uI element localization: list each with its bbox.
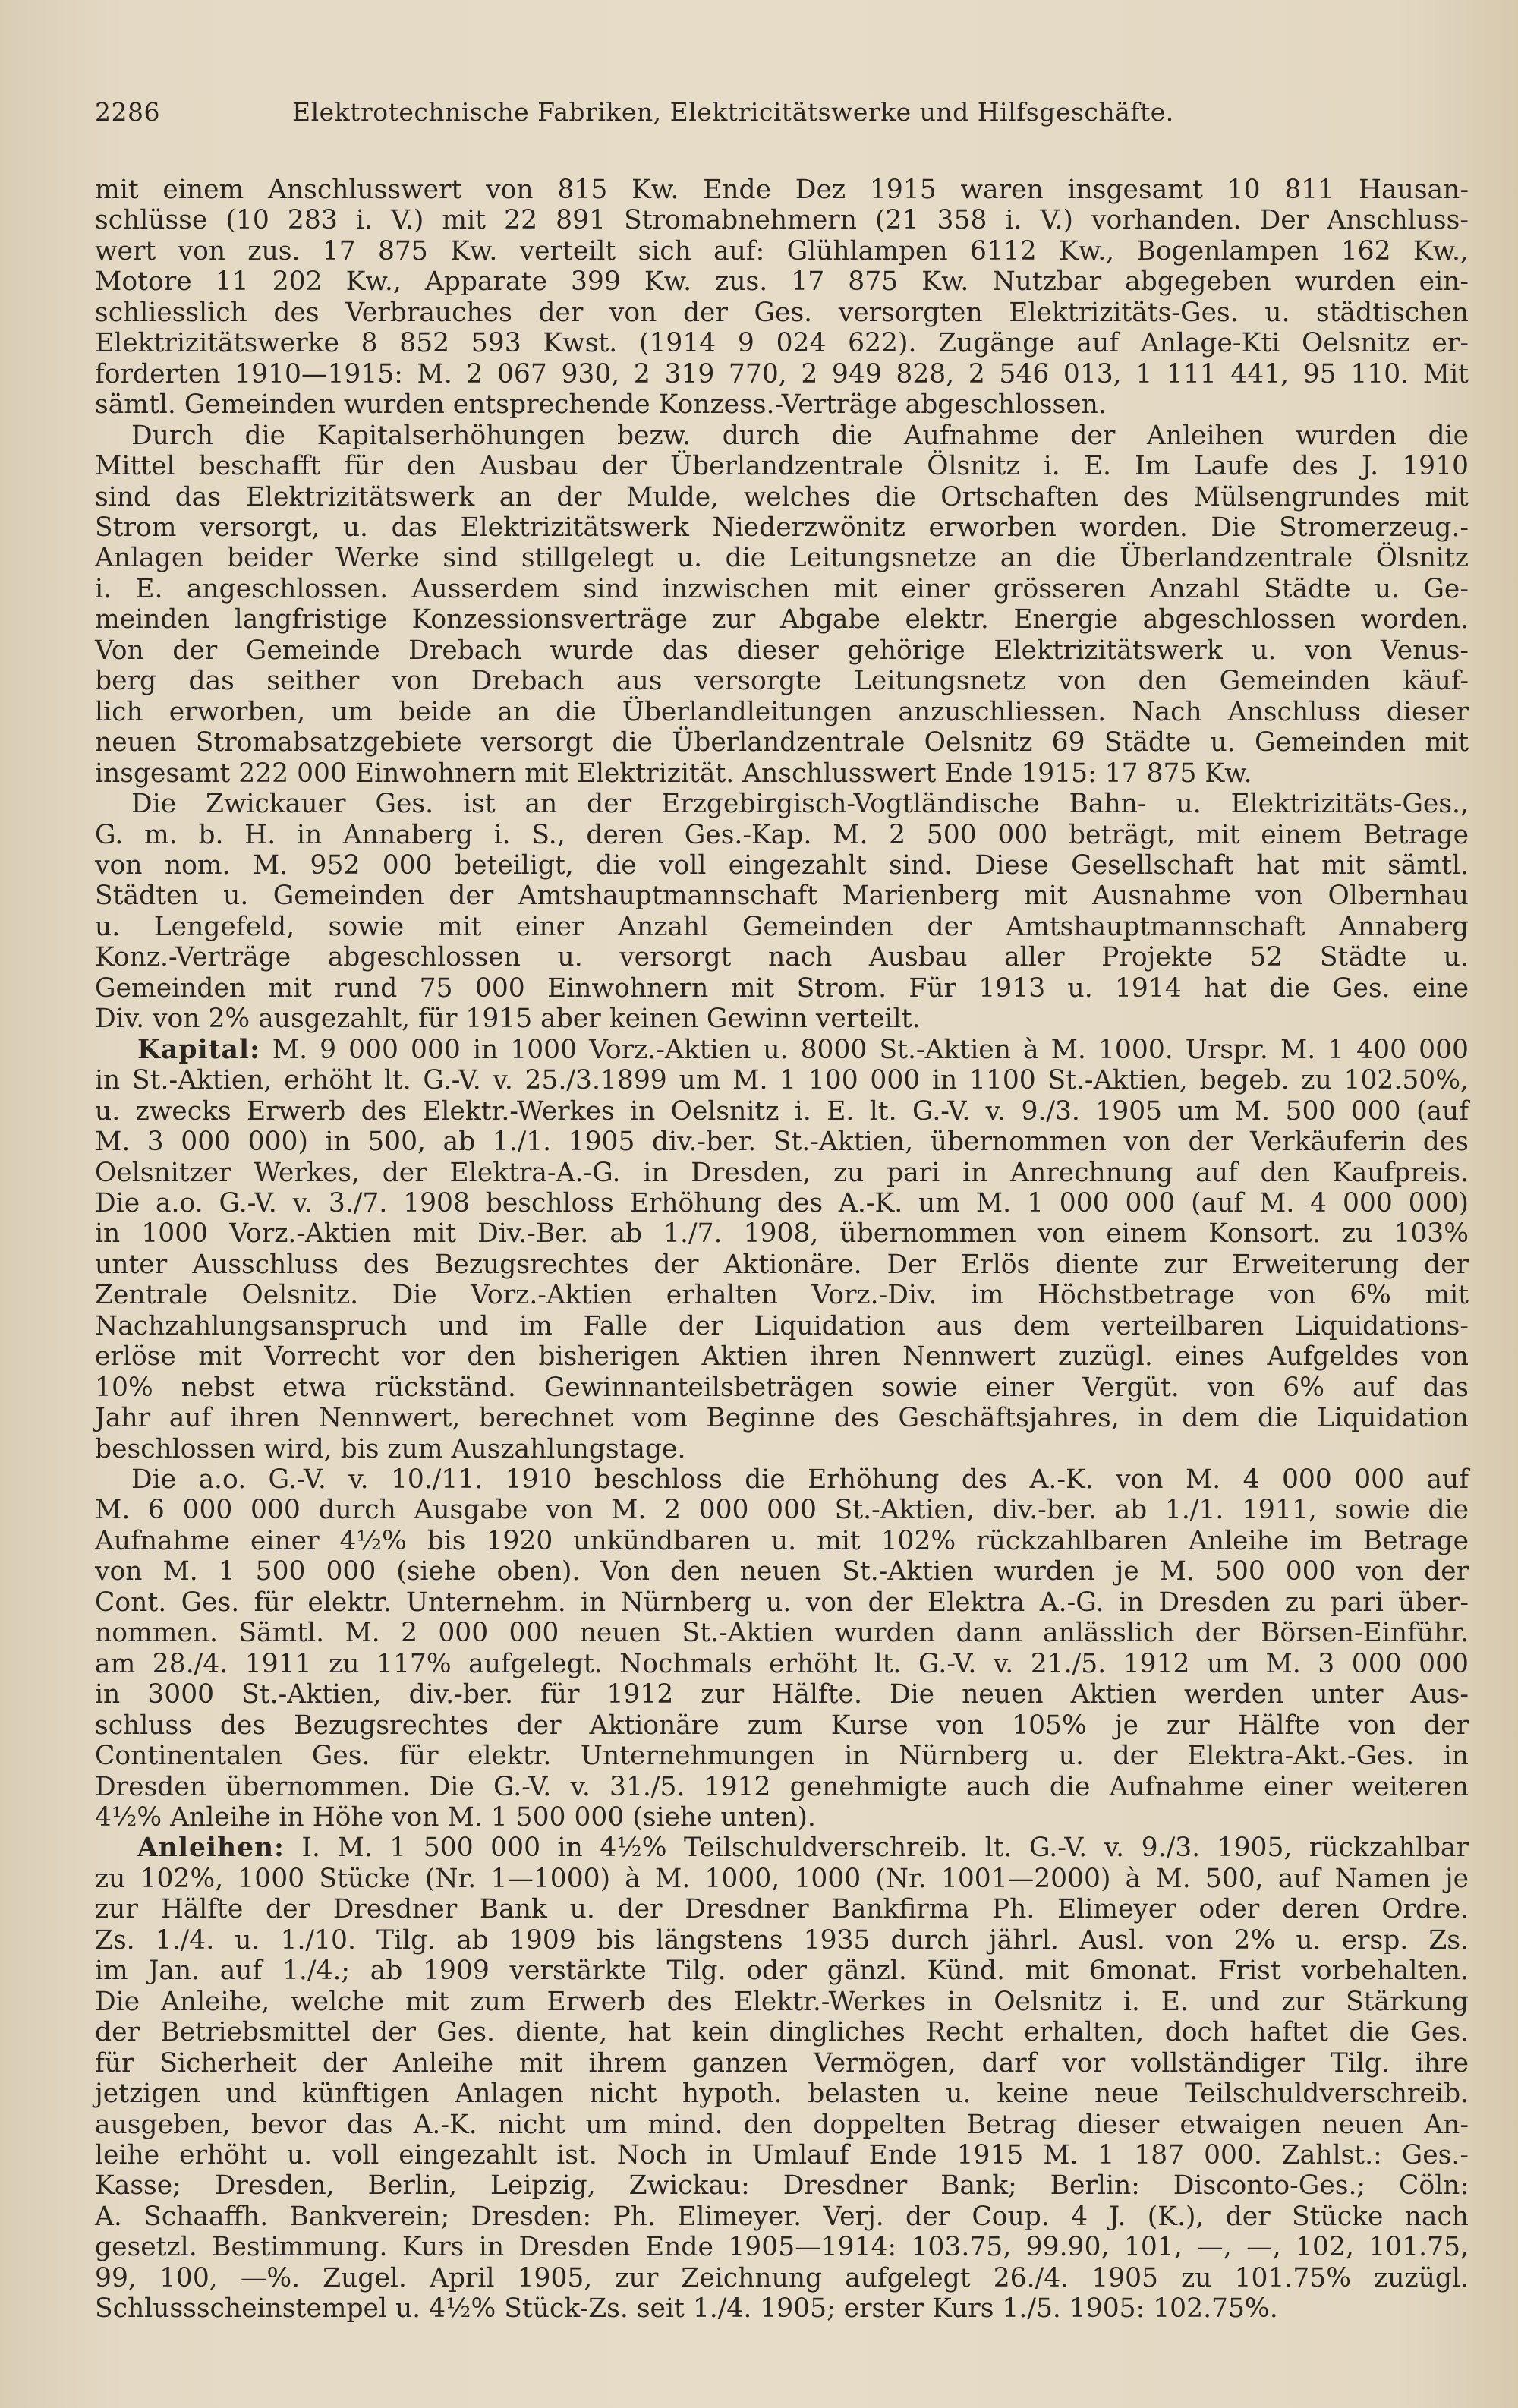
text-line: [95, 2293, 1469, 2324]
line-text: Motore 11 202 Kw., Apparate 399 Kw. zus. 17 875 Kw. Nutzbar abgegeben wurden ein-: [95, 266, 1469, 298]
line-text: Oelsnitzer Werkes, der Elektra-A.-G. in Dresden, zu pari in Anrechnung auf den Kaufpreis.: [95, 1157, 1469, 1188]
line-text: Die Anleihe, welche mit zum Erwerb des Elektr.-Werkes in Oelsnitz i. E. und zur Stärkung: [95, 1986, 1469, 2017]
text-line: [95, 2048, 1469, 2079]
line-text: Die a.o. G.-V. v. 10./11. 1910 beschloss die Erhöhung des A.-K. von M. 4 000 000 auf: [131, 1464, 1469, 1496]
text-line: [95, 2232, 1469, 2262]
line-text: unter Ausschluss des Bezugsrechtes der Aktionäre. Der Erlös diente zur Erweiterung der: [95, 1249, 1469, 1280]
line-text: Konz.-Verträge abgeschlossen u. versorgt nach Ausbau aller Projekte 52 Städte u.: [95, 942, 1469, 973]
line-text: Durch die Kapitalserhöhungen bezw. durch die Aufnahme der Anleihen wurden die: [131, 420, 1469, 451]
text-line: [95, 1864, 1469, 1894]
text-line: [95, 451, 1469, 481]
line-text: schliesslich des Verbrauches der von der Ges. versorgten Elektrizitäts-Ges. u. städtischen: [95, 297, 1469, 328]
line-text: Zentrale Oelsnitz. Die Vorz.-Aktien erhalten Vorz.-Div. im Höchstbetrage von 6% mit: [95, 1280, 1469, 1311]
text-line: [95, 1649, 1469, 1679]
line-text: Zs. 1./4. u. 1./10. Tilg. ab 1909 bis längstens 1935 durch jährl. Ausl. von 2% u. ersp. Zs.: [95, 1924, 1469, 1956]
text-line: [95, 1925, 1469, 1956]
line-text: Strom versorgt, u. das Elektrizitätswerk Niederzwönitz erworben worden. Die Stromerzeug.-: [95, 512, 1469, 543]
text-line: [95, 820, 1469, 850]
line-text: Schlussscheinstempel u. 4½% Stück-Zs. seit 1./4. 1905; erster Kurs 1./5. 1905: 102.75%.: [95, 2293, 1278, 2324]
line-text: u. Lengefeld, sowie mit einer Anzahl Gemeinden der Amtshauptmannschaft Annaberg: [95, 911, 1469, 942]
text-line: [95, 789, 1469, 819]
text-line: [95, 266, 1469, 297]
text-line: [95, 1434, 1469, 1464]
text-line: [95, 1772, 1469, 1802]
body-text: [95, 175, 1469, 2324]
line-text: Anlagen beider Werke sind stillgelegt u. die Leitungsnetze an die Überlandzentrale Ölsnitz: [95, 543, 1469, 574]
text-line: [95, 421, 1469, 451]
line-text: nommen. Sämtl. M. 2 000 000 neuen St.-Aktien wurden dann anlässlich der Börsen-Einführ.: [95, 1618, 1469, 1649]
line-text: berg das seither von Drebach aus versorgte Leitungsnetz von den Gemeinden käuf-: [95, 666, 1469, 697]
text-line: [95, 1004, 1469, 1034]
line-text: sämtl. Gemeinden wurden entsprechende Konzess.-Verträge abgeschlossen.: [95, 389, 1107, 421]
line-text: Die a.o. G.-V. v. 3./7. 1908 beschloss Erhöhung des A.-K. um M. 1 000 000 (auf M. 4 000 000): [95, 1187, 1469, 1218]
text-line: [95, 236, 1469, 266]
line-text: Cont. Ges. für elektr. Unternehm. in Nürnberg u. von der Elektra A.-G. in Dresden zu pari über-: [95, 1587, 1469, 1618]
text-line: [95, 1587, 1469, 1618]
text-line: [95, 298, 1469, 328]
text-line: [95, 1956, 1469, 1986]
line-text: jetzigen und künftigen Anlagen nicht hypoth. belasten u. keine neue Teilschuldverschreib.: [95, 2079, 1469, 2110]
line-text: Div. von 2% ausgezahlt, für 1915 aber keinen Gewinn verteilt.: [95, 1004, 921, 1035]
line-text: erlöse mit Vorrecht vor den bisherigen Aktien ihren Nennwert zuzügl. eines Aufgeldes von: [95, 1341, 1469, 1373]
paragraph: [95, 1035, 1469, 1464]
text-line: [95, 1833, 1469, 1863]
line-text: beschlossen wird, bis zum Auszahlungstage.: [95, 1433, 686, 1464]
line-text: forderten 1910—1915: M. 2 067 930, 2 319 770, 2 949 828, 2 546 013, 1 111 441, 95 110. Mit: [95, 358, 1469, 389]
line-text: Kasse; Dresden, Berlin, Leipzig, Zwickau: Dresdner Bank; Berlin: Disconto-Ges.; Cöln:: [95, 2170, 1469, 2202]
paragraph: [95, 175, 1469, 421]
line-text: leihe erhöht u. voll eingezahlt ist. Noch in Umlauf Ende 1915 M. 1 187 000. Zahlst.: Ges.-: [95, 2140, 1469, 2170]
text-line: [95, 1311, 1469, 1341]
text-line: [95, 697, 1469, 727]
text-line: [95, 328, 1469, 358]
text-line: [95, 666, 1469, 696]
text-line: [95, 727, 1469, 758]
line-text: in 3000 St.-Aktien, div.-ber. für 1912 zur Hälfte. Die neuen Aktien werden unter Aus-: [95, 1679, 1469, 1710]
text-line: [95, 1741, 1469, 1771]
line-text: Aufnahme einer 4½% bis 1920 unkündbaren u. mit 102% rückzahlbaren Anleihe im Betrage: [95, 1525, 1469, 1556]
line-text: M. 6 000 000 durch Ausgabe von M. 2 000 000 St.-Aktien, div.-ber. ab 1./1. 1911, sowie die: [95, 1495, 1469, 1526]
line-text: 4½% Anleihe in Höhe von M. 1 500 000 (siehe unten).: [95, 1802, 816, 1833]
text-line: [95, 1618, 1469, 1648]
text-line: [95, 1373, 1469, 1403]
text-line: [95, 881, 1469, 911]
line-text: zur Hälfte der Dresdner Bank u. der Dresdner Bankfirma Ph. Elimeyer oder deren Ordre.: [95, 1894, 1469, 1925]
text-line: [95, 2170, 1469, 2201]
section-heading: Kapital:: [137, 1034, 260, 1065]
paragraph: [95, 1833, 1469, 2324]
text-line: [95, 912, 1469, 942]
line-text: schluss des Bezugsrechtes der Aktionäre zum Kurse von 105% je zur Hälfte von der: [95, 1710, 1469, 1741]
text-line: [95, 758, 1469, 789]
line-text: der Betriebsmittel der Ges. diente, hat kein dingliches Recht erhalten, doch haftet die Ges.: [95, 2017, 1469, 2048]
line-text: im Jan. auf 1./4.; ab 1909 verstärkte Tilg. oder gänzl. Künd. mit 6monat. Frist vorbehalten.: [95, 1956, 1469, 1987]
line-text: ausgeben, bevor das A.-K. nicht um mind. den doppelten Betrag dieser etwaigen neuen An-: [95, 2109, 1469, 2140]
page-header: [95, 97, 1453, 135]
text-line: [95, 1035, 1469, 1065]
line-text: M. 3 000 000) in 500, ab 1./1. 1905 div.-ber. St.-Aktien, übernommen von der Verkäuferin des: [95, 1127, 1469, 1158]
text-line: [95, 1464, 1469, 1495]
line-text: gesetzl. Bestimmung. Kurs in Dresden Ende 1905—1914: 103.75, 99.90, 101, —, —, 102, 101.75,: [95, 2232, 1469, 2263]
text-line: [95, 2202, 1469, 2232]
line-text: M. 9 000 000 in 1000 Vorz.-Aktien u. 8000 St.-Aktien à M. 1000. Urspr. M. 1 400 000: [272, 1034, 1469, 1065]
line-text: Nachzahlungsanspruch und im Falle der Liquidation aus dem verteilbaren Liquidations-: [95, 1310, 1469, 1341]
text-line: [95, 482, 1469, 512]
text-line: [95, 1403, 1469, 1433]
text-line: [95, 1218, 1469, 1249]
text-line: [95, 1526, 1469, 1556]
line-text: A. Schaaffh. Bankverein; Dresden: Ph. Elimeyer. Verj. der Coup. 4 J. (K.), der Stücke nach: [95, 2201, 1469, 2232]
text-line: [95, 850, 1469, 881]
text-line: [95, 2110, 1469, 2140]
line-text: lich erworben, um beide an die Überlandleitungen anzuschliessen. Nach Anschluss dieser: [95, 696, 1469, 727]
line-text: Die Zwickauer Ges. ist an der Erzgebirgisch-Vogtländische Bahn- u. Elektrizitäts-Ges.,: [131, 789, 1469, 820]
text-line: [95, 604, 1469, 635]
text-line: [95, 1802, 1469, 1833]
section-heading: Anleihen:: [137, 1833, 285, 1864]
line-text: mit einem Anschlusswert von 815 Kw. Ende Dez 1915 waren insgesamt 10 811 Hausan-: [95, 175, 1469, 205]
text-line: [95, 1280, 1469, 1310]
text-line: [95, 512, 1469, 543]
line-text: schlüsse (10 283 i. V.) mit 22 891 Stromabnehmern (21 358 i. V.) vorhanden. Der Anschluss-: [95, 205, 1469, 236]
text-line: [95, 175, 1469, 205]
line-text: meinden langfristige Konzessionsverträge zur Abgabe elektr. Energie abgeschlossen worden.: [95, 604, 1469, 635]
text-line: [95, 1188, 1469, 1218]
text-line: [95, 1495, 1469, 1525]
line-text: zu 102%, 1000 Stücke (Nr. 1—1000) à M. 1000, 1000 (Nr. 1001—2000) à M. 500, auf Namen je: [95, 1863, 1469, 1894]
text-line: [95, 1679, 1469, 1710]
text-line: [95, 1894, 1469, 1924]
paragraph: [95, 421, 1469, 789]
text-line: [95, 1250, 1469, 1280]
text-line: [95, 1341, 1469, 1372]
text-line: [95, 1127, 1469, 1157]
line-text: i. E. angeschlossen. Ausserdem sind inzwischen mit einer grösseren Anzahl Städte u. Ge-: [95, 573, 1469, 604]
paragraph: [95, 789, 1469, 1035]
line-text: Elektrizitätswerke 8 852 593 Kwst. (1914 9 024 622). Zugänge auf Anlage-Kti Oelsnitz er-: [95, 328, 1469, 359]
line-text: Dresden übernommen. Die G.-V. v. 31./5. 1912 genehmigte auch die Aufnahme einer weiteren: [95, 1771, 1469, 1802]
line-text: u. zwecks Erwerb des Elektr.-Werkes in Oelsnitz i. E. lt. G.-V. v. 9./3. 1905 um M. 500 000 (auf: [95, 1095, 1469, 1127]
paragraph: [95, 1464, 1469, 1833]
line-text: Von der Gemeinde Drebach wurde das dieser gehörige Elektrizitätswerk u. von Venus-: [95, 635, 1469, 666]
text-line: [95, 574, 1469, 604]
line-text: in 1000 Vorz.-Aktien mit Div.-Ber. ab 1./7. 1908, übernommen von einem Konsort. zu 103%: [95, 1218, 1469, 1250]
text-line: [95, 2017, 1469, 2047]
text-line: [95, 543, 1469, 573]
text-line: [95, 2263, 1469, 2293]
line-text: G. m. b. H. in Annaberg i. S., deren Ges.-Kap. M. 2 500 000 beträgt, mit einem Betrage: [95, 819, 1469, 850]
line-text: in St.-Aktien, erhöht lt. G.-V. v. 25./3.1899 um M. 1 100 000 in 1100 St.-Aktien, begeb. zu 102.50%,: [95, 1065, 1469, 1096]
line-text: Continentalen Ges. für elektr. Unternehmungen in Nürnberg u. der Elektra-Akt.-Ges. in: [95, 1741, 1469, 1772]
text-line: [95, 389, 1469, 420]
text-line: [95, 2140, 1469, 2170]
line-text: von M. 1 500 000 (siehe oben). Von den neuen St.-Aktien wurden je M. 500 000 von der: [95, 1556, 1469, 1587]
text-line: [95, 1096, 1469, 1127]
line-text: am 28./4. 1911 zu 117% aufgelegt. Nochmals erhöht lt. G.-V. v. 21./5. 1912 um M. 3 000 000: [95, 1648, 1469, 1679]
text-line: [95, 1556, 1469, 1587]
text-line: [95, 1987, 1469, 2017]
line-text: sind das Elektrizitätswerk an der Mulde, welches die Ortschaften des Mülsengrundes mit: [95, 481, 1469, 512]
line-text: neuen Stromabsatzgebiete versorgt die Überlandzentrale Oelsnitz 69 Städte u. Gemeinden mit: [95, 727, 1469, 758]
text-line: [95, 1710, 1469, 1741]
line-text: insgesamt 222 000 Einwohnern mit Elektrizität. Anschlusswert Ende 1915: 17 875 Kw.: [95, 758, 1252, 789]
text-line: [95, 635, 1469, 666]
text-line: [95, 205, 1469, 235]
text-line: [95, 973, 1469, 1004]
line-text: 10% nebst etwa rückständ. Gewinnanteilsbeträgen sowie einer Vergüt. von 6% auf das: [95, 1372, 1469, 1403]
text-line: [95, 942, 1469, 972]
line-text: I. M. 1 500 000 in 4½% Teilschuldverschreib. lt. G.-V. v. 9./3. 1905, rückzahlbar: [301, 1833, 1469, 1864]
text-line: [95, 359, 1469, 389]
line-text: Städten u. Gemeinden der Amtshauptmannschaft Marienberg mit Ausnahme von Olbernhau: [95, 881, 1469, 912]
line-text: wert von zus. 17 875 Kw. verteilt sich auf: Glühlampen 6112 Kw., Bogenlampen 162 Kw.,: [95, 235, 1469, 266]
running-head: Elektrotechnische Fabriken, Elektricitätswerke und Hilfsgeschäfte.: [292, 97, 1174, 127]
line-text: 99, 100, —%. Zugel. April 1905, zur Zeichnung aufgelegt 26./4. 1905 zu 101.75% zuzügl.: [95, 2262, 1469, 2293]
line-text: für Sicherheit der Anleihe mit ihrem ganzen Vermögen, darf vor vollständiger Tilg. ihre: [95, 2047, 1469, 2079]
line-text: Jahr auf ihren Nennwert, berechnet vom Beginne des Geschäftsjahres, in dem die Liquidation: [95, 1403, 1469, 1434]
line-text: Mittel beschafft für den Ausbau der Überlandzentrale Ölsnitz i. E. Im Laufe des J. 1910: [95, 451, 1469, 482]
text-line: [95, 1065, 1469, 1095]
text-line: [95, 2079, 1469, 2109]
line-text: Gemeinden mit rund 75 000 Einwohnern mit Strom. Für 1913 u. 1914 hat die Ges. eine: [95, 972, 1469, 1004]
page-number: 2286: [95, 97, 160, 127]
line-text: von nom. M. 952 000 beteiligt, die voll eingezahlt sind. Diese Gesellschaft hat mit sämtl.: [95, 849, 1469, 881]
text-line: [95, 1158, 1469, 1188]
